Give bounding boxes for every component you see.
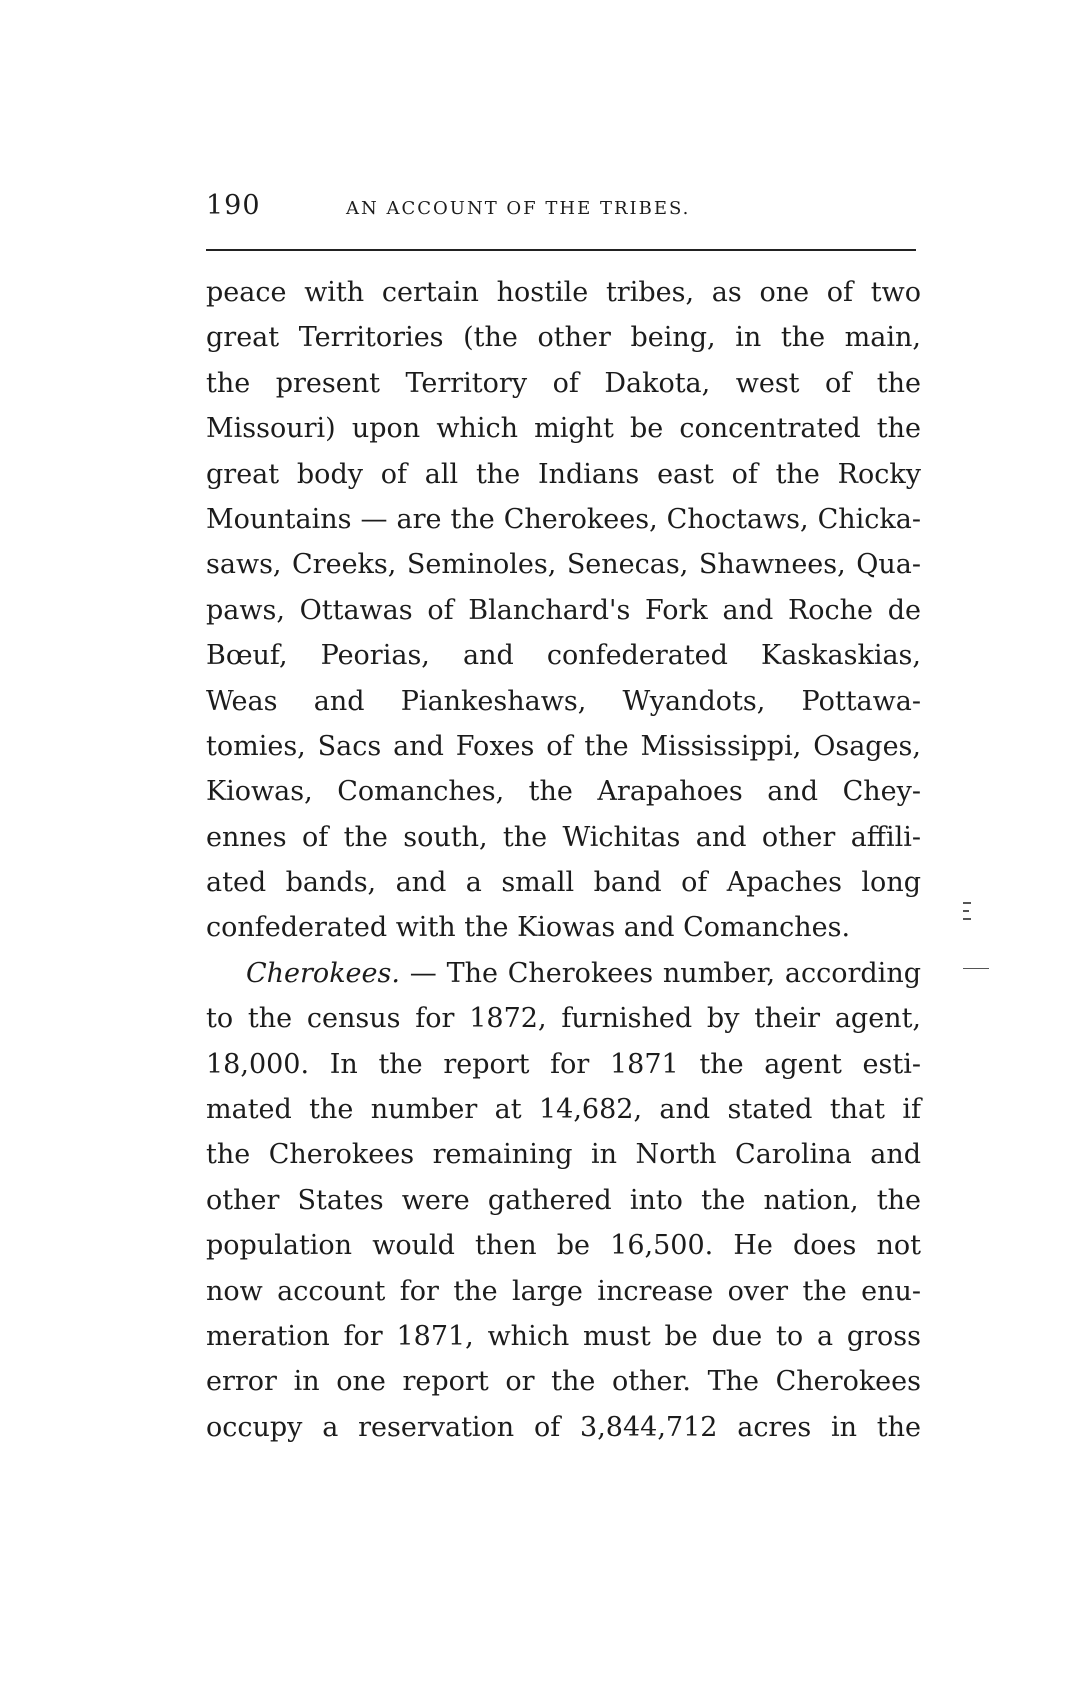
text-line: Weas and Piankeshaws, Wyandots, Pottawa- (206, 685, 921, 717)
section-heading-cherokees: Cherokees. (246, 957, 400, 989)
margin-dash (963, 968, 989, 969)
header-rule (206, 249, 916, 251)
running-head: AN ACCOUNT OF THE TRIBES. (346, 198, 691, 219)
text-line: other States were gathered into the nation, the (206, 1184, 921, 1216)
text-line: Mountains — are the Cherokees, Choctaws, Chicka- (206, 503, 921, 535)
text-line: mated the number at 14,682, and stated that if (206, 1094, 921, 1126)
margin-marks (963, 900, 993, 980)
margin-tick (963, 902, 971, 904)
text-line: 18,000. In the report for 1871 the agent esti- (206, 1048, 921, 1080)
body-text (206, 270, 921, 1450)
text-line: tomies, Sacs and Foxes of the Mississippi, Osages, (206, 730, 921, 762)
page-number: 190 (206, 190, 261, 221)
text-line: the present Territory of Dakota, west of the (206, 367, 921, 399)
text-line: ated bands, and a small band of Apaches long (206, 867, 921, 899)
text-line: peace with certain hostile tribes, as one of two (206, 277, 921, 308)
text-line: paws, Ottawas of Blanchard's Fork and Roche de (206, 594, 921, 626)
page-header (206, 190, 916, 230)
text-line-rest: — The Cherokees number, according (399, 957, 921, 989)
margin-tick (963, 910, 969, 912)
text-line: Missouri) upon which might be concentrated the (206, 413, 921, 445)
text-line: error in one report or the other. The Cherokees (206, 1366, 921, 1398)
paragraph-first-line (206, 951, 921, 996)
text-line: Kiowas, Comanches, the Arapahoes and Chey- (206, 776, 921, 808)
text-line: ennes of the south, the Wichitas and other affili- (206, 821, 921, 853)
text-line: occupy a reservation of 3,844,712 acres in the (206, 1411, 921, 1443)
text-line: the Cherokees remaining in North Carolina and (206, 1139, 921, 1171)
text-line: great body of all the Indians east of the Rocky (206, 458, 921, 490)
text-line: population would then be 16,500. He does not (206, 1230, 921, 1262)
text-line: now account for the large increase over the enu- (206, 1275, 921, 1307)
text-line: saws, Creeks, Seminoles, Senecas, Shawnees, Qua- (206, 549, 921, 581)
text-line: confederated with the Kiowas and Comanches. (206, 912, 851, 944)
margin-tick (963, 918, 971, 920)
text-line: meration for 1871, which must be due to a gross (206, 1320, 921, 1352)
text-line: to the census for 1872, furnished by their agent, (206, 1003, 921, 1035)
text-line: Bœuf, Peorias, and confederated Kaskaskias, (206, 640, 921, 672)
text-line: great Territories (the other being, in the main, (206, 322, 921, 354)
